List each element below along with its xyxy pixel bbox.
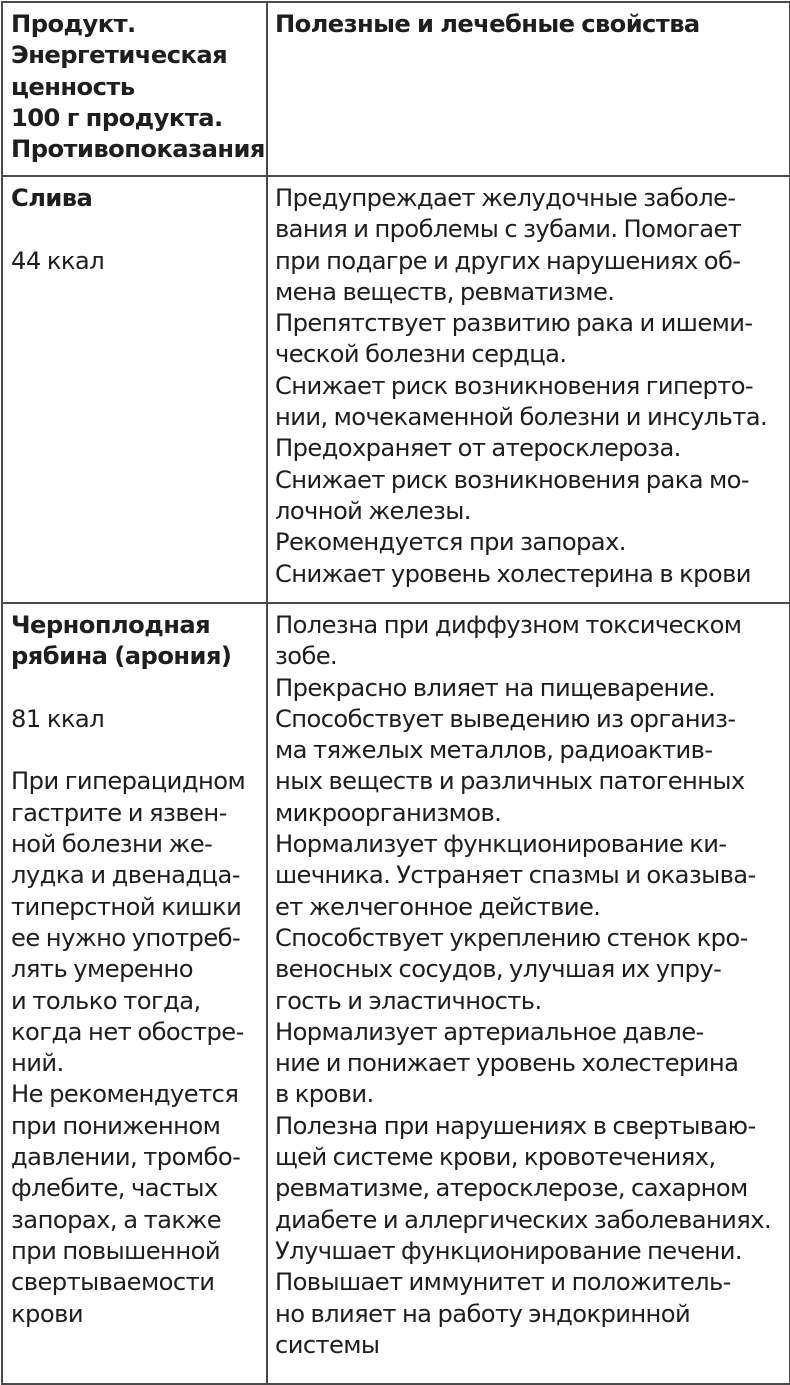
contraindication-line: ее нужно употреб- <box>11 923 241 952</box>
contraindication-line: при пониженном <box>11 1111 221 1140</box>
contraindication-line: давлении, тромбо- <box>11 1143 241 1172</box>
product-calories: 81 ккал <box>11 704 105 733</box>
contraindication-line: ний. <box>11 1049 64 1078</box>
product-cell <box>2 176 267 603</box>
property-line: Нормализует артериальное давле- <box>275 1017 704 1046</box>
property-line: Прекрасно влияет на пищеварение. <box>275 673 716 702</box>
contraindication-line: ной болезни же- <box>11 830 213 859</box>
header-properties-text <box>268 3 789 40</box>
property-line: ревматизме, атеросклерозе, сахарном <box>275 1174 748 1203</box>
property-line: Снижает риск возникновения гиперто- <box>275 371 754 400</box>
property-line: шечника. Устраняет спазмы и оказыва- <box>275 861 756 890</box>
contraindication-line: запорах, а также <box>11 1205 222 1234</box>
property-line: гость и эластичность. <box>275 986 542 1015</box>
property-line: ние и понижает уровень холестерина <box>275 1049 739 1078</box>
product-name: Черноплодная <box>11 611 211 639</box>
property-line: Предохраняет от атеросклероза. <box>275 434 681 463</box>
contraindication-line: крови <box>11 1299 83 1328</box>
header-line: Противопоказания <box>11 135 265 164</box>
contraindication-line: когда нет обостре- <box>11 1017 244 1046</box>
property-line: в крови. <box>275 1080 374 1109</box>
property-line: вания и проблемы с зубами. Помогает <box>275 215 742 244</box>
contraindication-line: лять умеренно <box>11 955 193 984</box>
product-info <box>3 177 266 277</box>
product-cell <box>2 603 267 1384</box>
property-line: ческой болезни сердца. <box>275 340 567 369</box>
property-line: зобе. <box>275 642 338 671</box>
table-row <box>2 176 790 603</box>
properties-text <box>268 177 789 590</box>
property-line: Полезна при нарушениях в свертываю- <box>275 1111 756 1140</box>
property-line: Снижает риск возникновения рака мо- <box>275 465 750 494</box>
property-line: при подагре и других нарушениях об- <box>275 246 741 275</box>
product-calories: 44 ккал <box>11 246 105 275</box>
property-line: но влияет на работу эндокринной <box>275 1299 691 1328</box>
contraindication-line: свертываемости <box>11 1268 215 1297</box>
header-line: 100 г продукта. <box>11 103 223 132</box>
product-info <box>3 604 266 1330</box>
property-line: нии, мочекаменной болезни и инсульта. <box>275 403 768 432</box>
property-line: Предупреждает желудочные заболе- <box>275 184 736 212</box>
property-line: щей системе крови, кровотечениях, <box>275 1143 716 1172</box>
contraindication-line: При гиперацидном <box>11 767 246 796</box>
properties-text <box>268 604 789 1361</box>
contraindication-line: и только тогда, <box>11 986 201 1015</box>
nutrition-table <box>1 1 790 1385</box>
property-line: Повышает иммунитет и положитель- <box>275 1268 731 1297</box>
property-line: системы <box>275 1330 380 1359</box>
property-line: Способствует укреплению стенок кро- <box>275 923 748 952</box>
contraindication-line: флебите, частых <box>11 1174 218 1203</box>
table-header-row <box>2 2 790 176</box>
property-line: Нормализует функционирование ки- <box>275 830 727 859</box>
property-line: веносных сосудов, улучшая их упру- <box>275 955 722 984</box>
property-line: ма тяжелых металлов, радиоактив- <box>275 736 713 765</box>
property-line: диабете и аллергических заболеваниях. <box>275 1205 772 1234</box>
property-line: мена веществ, ревматизме. <box>275 277 615 306</box>
header-properties-column <box>267 2 790 176</box>
header-line: Энергетическая <box>11 41 228 70</box>
property-line: Полезна при диффузном токсическом <box>275 611 742 639</box>
header-line: ценность <box>11 72 135 101</box>
properties-cell <box>267 176 790 603</box>
property-line: ет желчегонное действие. <box>275 892 601 921</box>
property-line: Препятствует развитию рака и ишеми- <box>275 309 753 338</box>
property-line: лочной железы. <box>275 496 471 525</box>
contraindication-line: лудка и двенадца- <box>11 861 240 890</box>
contraindication-line: Не рекомендуется <box>11 1080 239 1109</box>
header-line: Полезные и лечебные свойства <box>275 10 700 38</box>
property-line: микроорганизмов. <box>275 798 502 827</box>
property-line: Способствует выведению из организ- <box>275 704 736 733</box>
contraindication-line: типерстной кишки <box>11 892 242 921</box>
property-line: ных веществ и различных патогенных <box>275 767 745 796</box>
product-name: рябина (арония) <box>11 642 232 671</box>
contraindication-line: при повышенной <box>11 1236 220 1265</box>
product-name: Слива <box>11 184 93 212</box>
properties-cell <box>267 603 790 1384</box>
header-line: Продукт. <box>11 10 136 38</box>
property-line: Улучшает функционирование печени. <box>275 1236 742 1265</box>
contraindication-line: гастрите и язвен- <box>11 798 227 827</box>
header-product-column <box>2 2 267 176</box>
property-line: Рекомендуется при запорах. <box>275 528 626 557</box>
property-line: Снижает уровень холестерина в крови <box>275 559 751 588</box>
table-row <box>2 603 790 1384</box>
header-product-text <box>3 3 266 165</box>
